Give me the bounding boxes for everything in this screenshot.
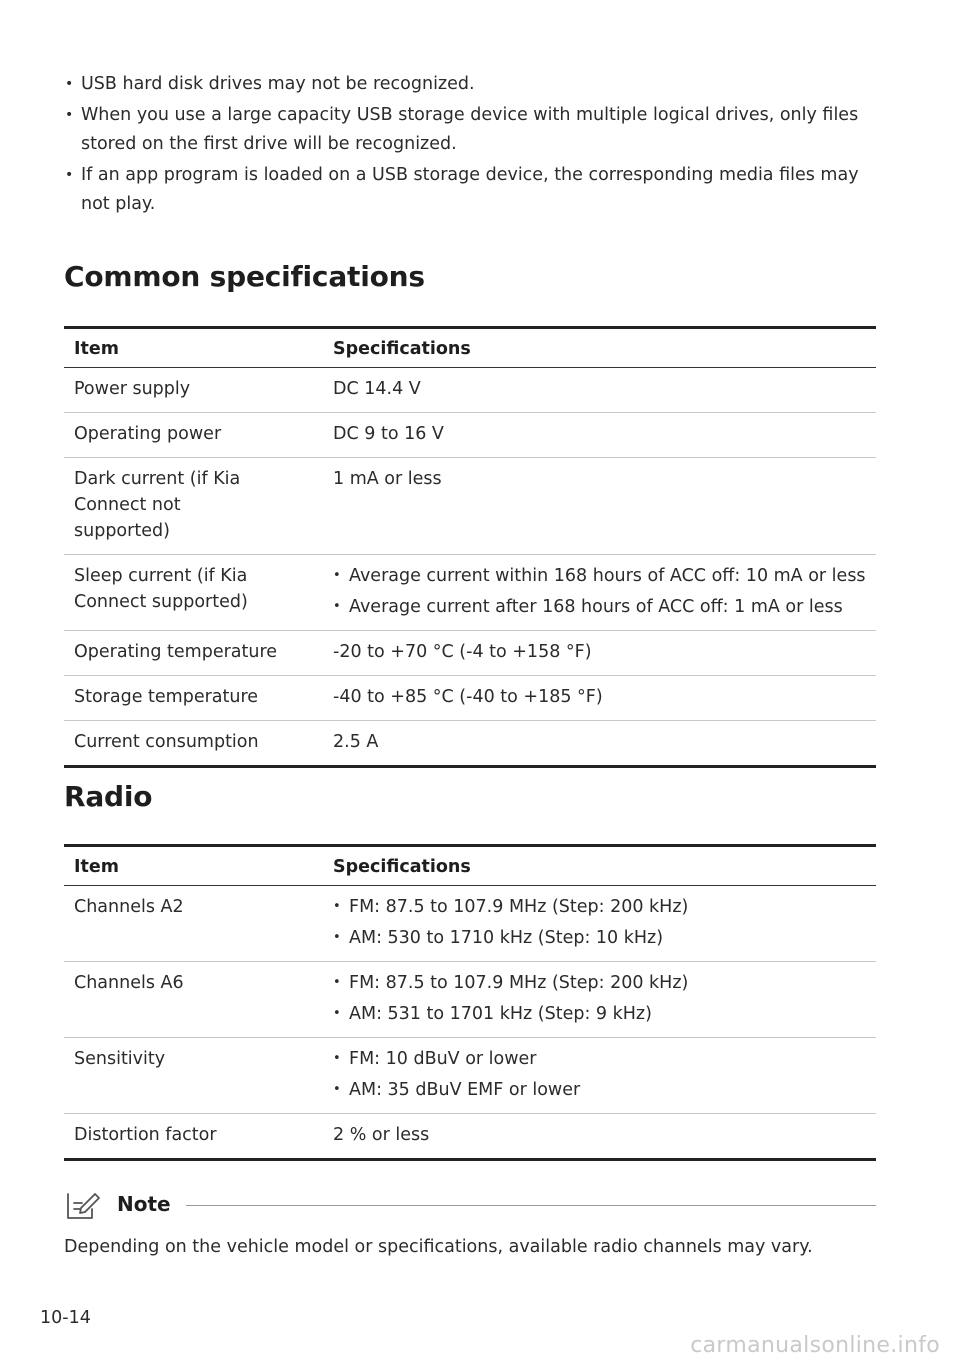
spec-cell: 1 mA or less — [323, 458, 876, 555]
table-row — [64, 413, 876, 458]
item-cell: Current consumption — [64, 721, 323, 767]
intro-bullet: • USB hard disk drives may not be recognized. — [64, 70, 874, 99]
table-row — [64, 458, 876, 555]
item-cell: Distortion factor — [64, 1114, 323, 1160]
intro-bullet: • If an app program is loaded on a USB storage device, the corresponding media files may not play. — [64, 161, 874, 219]
radio-heading: Radio — [64, 780, 153, 813]
item-cell: Operating temperature — [64, 631, 323, 676]
table-row — [64, 631, 876, 676]
table-row — [64, 368, 876, 413]
spec-list-item: • FM: 10 dBuV or lower — [333, 1046, 866, 1072]
table-row — [64, 555, 876, 631]
spec-cell: -40 to +85 °C (-40 to +185 °F) — [323, 676, 876, 721]
item-cell: Power supply — [64, 368, 323, 413]
intro-bullet-list — [64, 70, 874, 221]
common-specifications-heading: Common specifications — [64, 260, 425, 293]
column-header-specifications: Specifications — [323, 846, 876, 886]
table-row — [64, 962, 876, 1038]
item-cell: Dark current (if Kia Connect not supported) — [64, 458, 323, 555]
table-row — [64, 886, 876, 962]
item-cell: Sensitivity — [64, 1038, 323, 1114]
item-cell: Storage temperature — [64, 676, 323, 721]
spec-cell: DC 9 to 16 V — [323, 413, 876, 458]
common-specifications-table — [64, 326, 876, 768]
spec-cell — [323, 886, 876, 962]
table-row — [64, 676, 876, 721]
spec-list-item: • FM: 87.5 to 107.9 MHz (Step: 200 kHz) — [333, 894, 866, 920]
spec-list-item: • AM: 530 to 1710 kHz (Step: 10 kHz) — [333, 925, 866, 951]
spec-list-item: • FM: 87.5 to 107.9 MHz (Step: 200 kHz) — [333, 970, 866, 996]
watermark: carmanualsonline.info — [690, 1333, 940, 1358]
spec-cell — [323, 1038, 876, 1114]
spec-cell — [323, 555, 876, 631]
note-label: Note — [117, 1192, 171, 1216]
spec-cell: -20 to +70 °C (-4 to +158 °F) — [323, 631, 876, 676]
note-header — [64, 1186, 876, 1226]
note-text: Depending on the vehicle model or specifications, available radio channels may vary. — [64, 1237, 813, 1257]
page-number: 10-14 — [40, 1308, 91, 1328]
spec-cell: 2 % or less — [323, 1114, 876, 1160]
table-row — [64, 1114, 876, 1160]
spec-list-item: • AM: 531 to 1701 kHz (Step: 9 kHz) — [333, 1001, 866, 1027]
spec-list — [333, 894, 866, 951]
column-header-item: Item — [64, 328, 323, 368]
spec-list-item: • Average current within 168 hours of ACC off: 10 mA or less — [333, 563, 866, 589]
radio-specifications-table — [64, 844, 876, 1161]
item-cell: Channels A2 — [64, 886, 323, 962]
column-header-item: Item — [64, 846, 323, 886]
intro-bullet: • When you use a large capacity USB storage device with multiple logical drives, only files stored on the first drive will be recognized. — [64, 101, 874, 159]
note-pencil-icon — [64, 1188, 102, 1222]
spec-list — [333, 970, 866, 1027]
spec-cell: 2.5 A — [323, 721, 876, 767]
item-cell: Operating power — [64, 413, 323, 458]
table-header-row — [64, 846, 876, 886]
column-header-specifications: Specifications — [323, 328, 876, 368]
note-divider — [186, 1205, 876, 1206]
spec-cell — [323, 962, 876, 1038]
spec-list-item: • Average current after 168 hours of ACC off: 1 mA or less — [333, 594, 866, 620]
spec-list-item: • AM: 35 dBuV EMF or lower — [333, 1077, 866, 1103]
spec-list — [333, 1046, 866, 1103]
spec-list — [333, 563, 866, 620]
table-header-row — [64, 328, 876, 368]
table-row — [64, 1038, 876, 1114]
item-cell: Sleep current (if Kia Connect supported) — [64, 555, 323, 631]
item-cell: Channels A6 — [64, 962, 323, 1038]
spec-cell: DC 14.4 V — [323, 368, 876, 413]
table-row — [64, 721, 876, 767]
